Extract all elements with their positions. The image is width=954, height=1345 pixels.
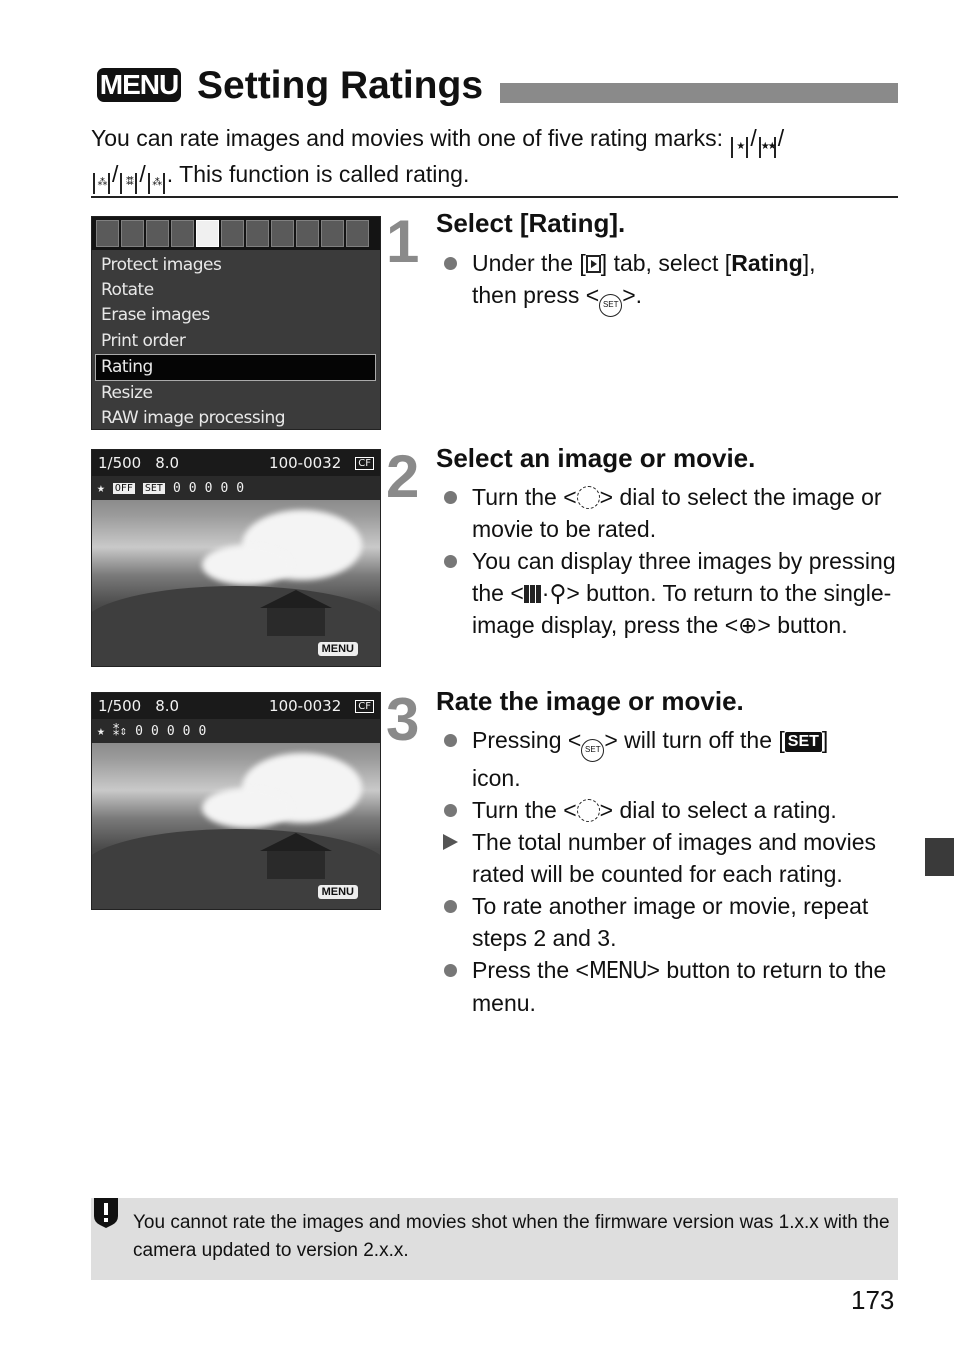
index-button-icon (524, 585, 542, 603)
menu-item: Resize (101, 382, 153, 403)
camera-playback-screen (91, 449, 381, 667)
shutter-speed: 1/500 (98, 697, 142, 715)
menu-item: RAW image processing (101, 408, 286, 429)
caution-icon (91, 1198, 121, 1228)
shooting-tab-icon (146, 220, 169, 247)
title-decor-bar (500, 83, 898, 103)
my-menu-tab-icon (346, 220, 369, 247)
star-icon: ★ (97, 723, 105, 739)
step-title: Rate the image or movie. (436, 686, 744, 716)
menu-item: Print order (101, 330, 186, 351)
header-rule (91, 196, 898, 198)
step-1-bullets (441, 247, 906, 317)
rating-5-icon: ⁂ (148, 173, 165, 194)
rating-bar (92, 476, 380, 500)
step-number: 3 (386, 686, 420, 753)
step-number: 1 (386, 208, 420, 275)
shooting-tab-icon (171, 220, 194, 247)
setup-tab-icon (296, 220, 319, 247)
page-number: 173 (851, 1285, 895, 1315)
rating-bar (92, 719, 380, 743)
menu-item: Rotate (101, 280, 154, 301)
bullet-item: Turn the < > dial to select a rating. (441, 794, 906, 826)
camera-playback-screen (91, 692, 381, 910)
menu-item: Protect images (101, 255, 222, 275)
rating-selector-icon: ⁑⇕ (112, 723, 128, 739)
bullet-item: Press the <MENU> button to return to the menu. (441, 954, 906, 1019)
chapter-tab-marker (925, 838, 954, 876)
playback-tab-icon (586, 255, 601, 273)
bullet-item: Under the [ ] tab, select [Rating], then press < SET >. (441, 247, 906, 317)
intro-text-suffix: . This function is called rating. (166, 161, 470, 187)
bullet-item: You can display three images by pressing the < ·⚲> button. To return to the single-image display, press the <⊕> button. (441, 545, 906, 641)
setup-tab-icon (271, 220, 294, 247)
set-button-icon: SET (581, 739, 604, 762)
quick-control-dial-icon (577, 486, 600, 509)
caution-text: You cannot rate the images and movies shot when the firmware version was 1.x.x with the camera updated to version 2.x.x. (133, 1212, 890, 1261)
rating-count: 0 (188, 480, 197, 496)
menu-tab-badge (97, 68, 181, 102)
file-number: 100-0032 (269, 697, 342, 715)
cloud (202, 545, 292, 585)
hut (267, 608, 325, 636)
info-bar (92, 450, 380, 476)
hut (267, 851, 325, 879)
shutter-speed: 1/500 (98, 454, 142, 472)
playback-tab-icon (196, 220, 219, 247)
bullet-item: To rate another image or movie, repeat steps 2 and 3. (441, 890, 906, 954)
camera-menu-screen (91, 216, 381, 430)
rating-count: 0 (182, 723, 191, 739)
rating-count: 0 (150, 723, 159, 739)
page-title: Setting Ratings (197, 64, 484, 107)
separator: / (777, 125, 785, 151)
hut-roof (260, 590, 332, 608)
shooting-tab-icon (96, 220, 119, 247)
rating-count: 0 (236, 480, 245, 496)
rating-count: 0 (198, 723, 207, 739)
step-title: Select an image or movie. (436, 443, 756, 473)
intro-text-prefix: You can rate images and movies with one of five rating marks: (91, 125, 730, 151)
intro-paragraph (91, 122, 906, 194)
bullet-item: Pressing < SET > will turn off the [ SET ] icon. (441, 724, 906, 794)
step-2-bullets (441, 481, 906, 641)
menu-return-icon: MENU (318, 885, 358, 899)
rating-off-badge: OFF (114, 482, 133, 494)
menu-tab-row (92, 217, 380, 250)
setup-tab-icon (246, 220, 269, 247)
rating-4-icon: ⁑⁑ (120, 173, 137, 194)
hut-roof (260, 833, 332, 851)
card-icon: CF (355, 457, 374, 470)
set-badge: SET (144, 482, 163, 494)
rating-3-icon: ⁂ (93, 173, 110, 194)
rating-2-icon: ★★ (759, 137, 776, 158)
reduce-icon: ·⚲ (541, 580, 567, 606)
menu-badge-label: MENU (99, 69, 179, 100)
magnify-icon: ⊕ (738, 612, 758, 638)
separator: / (139, 161, 146, 187)
result-item: The total number of images and movies rated will be counted for each rating. (441, 826, 906, 890)
quick-control-dial-icon (577, 799, 600, 822)
step-title: Select [Rating]. (436, 208, 626, 238)
menu-return-icon: MENU (318, 642, 358, 656)
file-number: 100-0032 (269, 454, 342, 472)
separator: / (112, 161, 119, 187)
shooting-tab-icon (121, 220, 144, 247)
playback-tab-icon (221, 220, 244, 247)
set-button-icon: SET (599, 294, 622, 317)
menu-button-icon: MENU (588, 958, 647, 984)
rating-count: 0 (166, 723, 175, 739)
set-badge-icon: SET (785, 732, 822, 752)
rating-1-icon: ★ (731, 137, 748, 158)
separator: / (750, 125, 757, 151)
menu-list (92, 253, 380, 430)
aperture: 8.0 (155, 454, 180, 472)
cloud (202, 788, 292, 828)
info-bar (92, 693, 380, 719)
menu-item: Erase images (101, 305, 210, 326)
rating-count: 0 (204, 480, 213, 496)
rating-count: 0 (220, 480, 229, 496)
aperture: 8.0 (155, 697, 180, 715)
rating-count: 0 (172, 480, 181, 496)
custom-tab-icon (321, 220, 344, 247)
star-icon: ★ (97, 480, 105, 496)
card-icon: CF (355, 700, 374, 713)
step-3-bullets (441, 724, 906, 1019)
menu-item-selected: Rating (95, 354, 376, 381)
step-number: 2 (386, 443, 420, 510)
rating-count: 0 (135, 723, 143, 739)
bullet-item: Turn the < > dial to select the image or movie to be rated. (441, 481, 906, 545)
